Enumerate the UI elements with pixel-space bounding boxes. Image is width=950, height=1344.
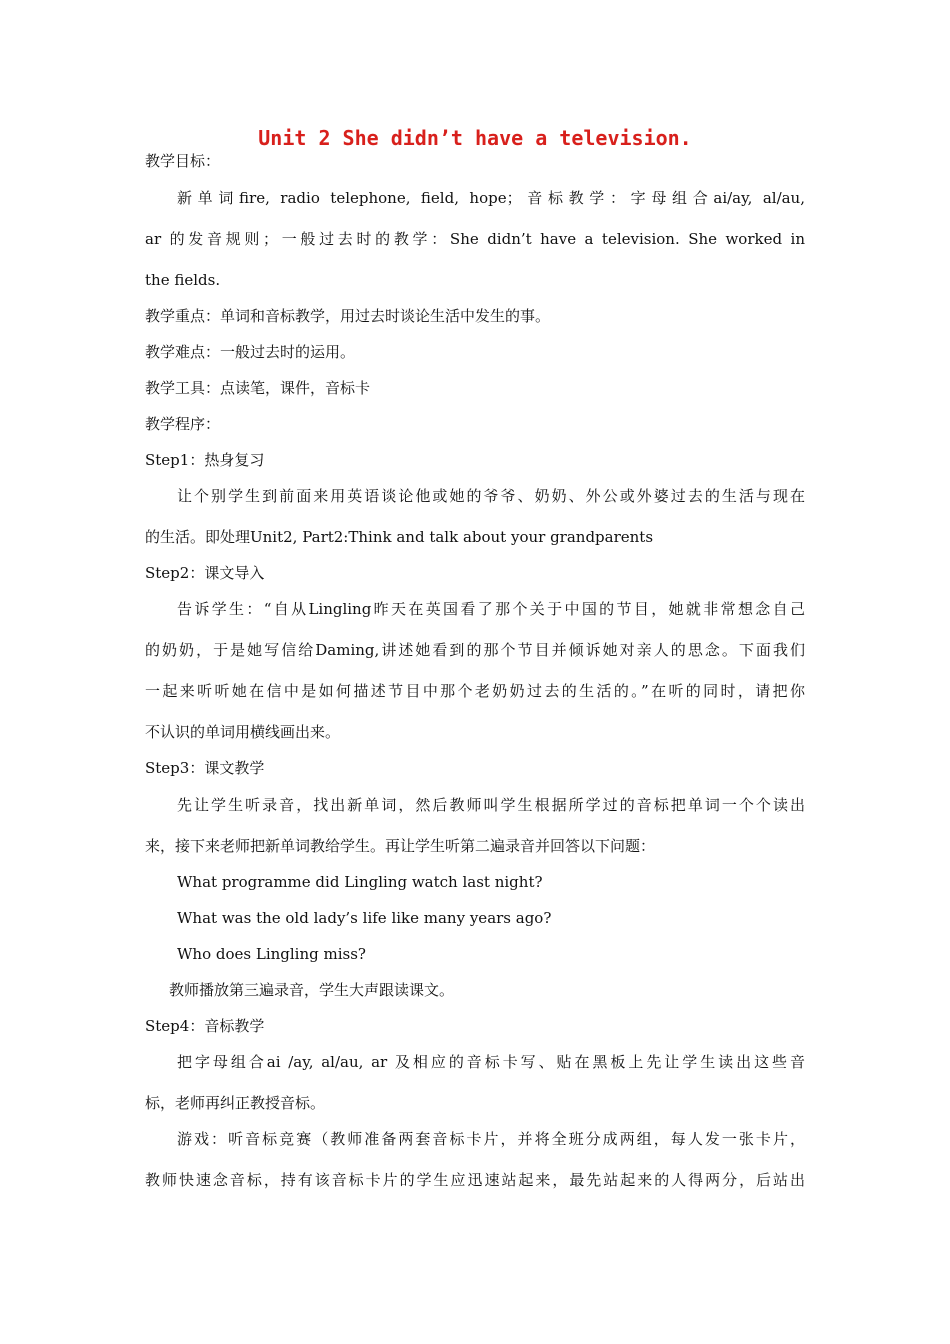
paragraph-line: 教师快速念音标，持有该音标卡片的学生应迅速站起来，最先站起来的人得两分，后站出 bbox=[145, 1171, 805, 1189]
paragraph-line: 先让学生听录音，找出新单词，然后教师叫学生根据所学过的音标把单词一个个读出 bbox=[177, 796, 805, 814]
section-heading: 教学程序： bbox=[145, 415, 221, 433]
document-title: Unit 2 She didn’t have a television. bbox=[258, 126, 692, 150]
section-heading: 教学难点：一般过去时的运用。 bbox=[145, 343, 356, 361]
paragraph-line: 标，老师再纠正教授音标。 bbox=[145, 1094, 326, 1112]
paragraph-line: 游戏：听音标竞赛（教师准备两套音标卡片，并将全班分成两组，每人发一张卡片， bbox=[177, 1130, 805, 1148]
step-heading: Step3：课文教学 bbox=[145, 759, 265, 777]
paragraph-line: the fields. bbox=[145, 271, 221, 289]
paragraph-line: 的奶奶，于是她写信给Daming,讲述她看到的那个节目并倾诉她对亲人的思念。下面我们 bbox=[145, 641, 805, 659]
paragraph-line: 来，接下来老师把新单词教给学生。再让学生听第二遍录音并回答以下问题： bbox=[145, 837, 656, 855]
paragraph-line: 把字母组合ai /ay, al/au, ar 及相应的音标卡写、贴在黑板上先让学生读出这些音 bbox=[177, 1053, 805, 1071]
paragraph-line: 教师播放第三遍录音，学生大声跟读课文。 bbox=[169, 981, 455, 999]
paragraph-line: 让个别学生到前面来用英语谈论他或她的爷爷、奶奶、外公或外婆过去的生活与现在 bbox=[177, 487, 805, 505]
paragraph-line: 新单词fire, radio telephone, field, hope；音标教学：字母组合ai/ay, al/au, bbox=[177, 189, 805, 207]
section-heading: 教学工具：点读笔，课件，音标卡 bbox=[145, 379, 371, 397]
question-line: Who does Lingling miss? bbox=[177, 945, 366, 963]
paragraph-line: 一起来听听她在信中是如何描述节目中那个老奶奶过去的生活的。”在听的同时，请把你 bbox=[145, 682, 805, 700]
step-heading: Step4：音标教学 bbox=[145, 1017, 265, 1035]
section-heading: 教学重点：单词和音标教学，用过去时谈论生活中发生的事。 bbox=[145, 307, 551, 325]
paragraph-line: ar 的发音规则；一般过去时的教学：She didn’t have a television. She worked in bbox=[145, 230, 805, 248]
paragraph-line: 的生活。即处理Unit2, Part2:Think and talk about your grandparents bbox=[145, 528, 654, 546]
step-heading: Step2：课文导入 bbox=[145, 564, 265, 582]
question-line: What programme did Lingling watch last night? bbox=[177, 873, 543, 891]
paragraph-line: 不认识的单词用横线画出来。 bbox=[145, 723, 341, 741]
step-heading: Step1：热身复习 bbox=[145, 451, 265, 469]
question-line: What was the old lady’s life like many years ago? bbox=[177, 909, 552, 927]
paragraph-line: 告诉学生：“自从Lingling昨天在英国看了那个关于中国的节目，她就非常想念自己 bbox=[177, 600, 805, 618]
section-heading: 教学目标： bbox=[145, 152, 221, 170]
